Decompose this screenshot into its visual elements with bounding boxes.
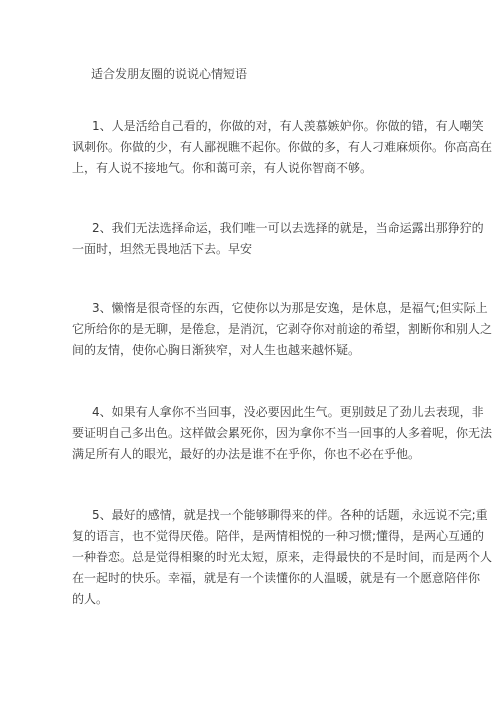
paragraph-line: 它所给你的是无聊，是倦怠，是消沉，它剥夺你对前途的希望，割断你和别人之	[72, 322, 493, 336]
paragraph-3	[72, 298, 493, 361]
paragraph-line: 5、最好的感情，就是找一个能够聊得来的伴。各种的话题，永远说不完;重	[92, 508, 488, 522]
paragraph-line: 一面时，坦然无畏地活下去。早安	[72, 242, 253, 256]
paragraph-line: 2、我们无法选择命运，我们唯一可以去选择的就是，当命运露出那狰狞的	[92, 221, 484, 235]
paragraph-line: 一种眷恋。总是觉得相聚的时光太短，原来，走得最快的不是时间，而是两个人	[72, 550, 493, 564]
paragraph-line: 复的语言，也不觉得厌倦。陪伴，是两情相悦的一种习惯;懂得，是两心互通的	[72, 529, 485, 543]
paragraph-line: 3、懒惰是很奇怪的东西，它使你以为那是安逸，是休息，是福气;但实际上	[92, 301, 488, 315]
paragraph-line: 4、如果有人拿你不当回事，没必要因此生气。更别鼓足了劲儿去表现，非	[92, 405, 484, 419]
paragraph-2	[72, 218, 484, 260]
paragraph-line: 在一起时的快乐。幸福，就是有一个读懂你的人温暖，就是有一个愿意陪伴你	[72, 571, 481, 585]
paragraph-line: 1、人是活给自己看的，你做的对，有人羡慕嫉妒你。你做的错，有人嘲笑	[92, 119, 484, 133]
document-title: 适合发朋友圈的说说心情短语	[91, 67, 248, 81]
paragraph-line: 上，有人说不接地气。你和蔼可亲，有人说你智商不够。	[72, 161, 373, 175]
paragraph-line: 间的友情，使你心胸日渐狭窄，对人生也越来越怀疑。	[72, 343, 361, 357]
paragraph-line: 满足所有人的眼光，最好的办法是谁不在乎你，你也不必在乎他。	[72, 447, 421, 461]
paragraph-line: 要证明自己多出色。这样做会累死你，因为拿你不当一回事的人多着呢，你无法	[72, 426, 493, 440]
paragraph-line: 的人。	[72, 592, 109, 606]
paragraph-1	[72, 116, 493, 179]
paragraph-5	[72, 505, 493, 610]
paragraph-line: 讽刺你。你做的少，有人鄙视瞧不起你。你做的多，有人刁难麻烦你。你高高在	[72, 140, 493, 154]
paragraph-4	[72, 402, 493, 465]
